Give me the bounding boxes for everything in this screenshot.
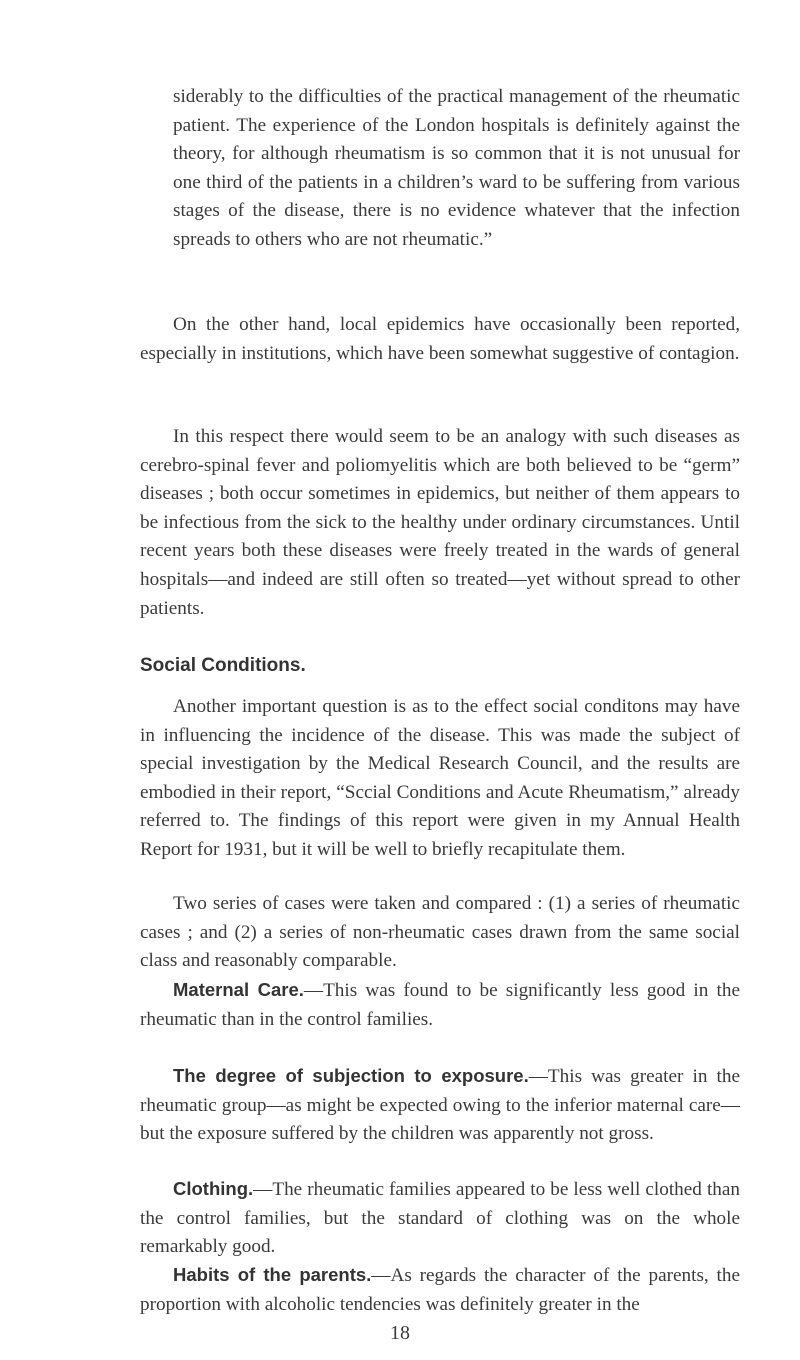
finding-habits	[140, 1261, 740, 1319]
finding-heading-habits: Habits of the parents.	[173, 1264, 372, 1285]
finding-heading-clothing: Clothing.	[173, 1178, 254, 1199]
paragraph-two-series: Two series of cases were taken and compared : (1) a series of rheumatic cases ; and (2) a series of non-rheumatic cases drawn from the same social class and reasonably comparable.	[140, 893, 740, 972]
finding-text-exposure: —This was greater in the rheumatic group—as might be expected owing to the inferior maternal care—but the exposure suffered by the children was apparently not gross.	[140, 1066, 740, 1145]
paragraph-quote-continuation: siderably to the difficulties of the practical management of the rheumatic patient. The experience of the London hospitals is definitely against the theory, for although rheumatism is so common that it is not unusual for one third of the patients in a children’s ward to be suffering from various stages of the disease, there is no evidence whatever that the infection spreads to others who are not rheumatic.”	[173, 86, 740, 250]
paragraph-local-epidemics: On the other hand, local epidemics have occasionally been reported, especially in institutions, which have been somewhat suggestive of contagion.	[140, 314, 740, 364]
finding-clothing	[140, 1175, 740, 1262]
paragraph-social-conditions: Another important question is as to the effect social conditons may have in influencing the incidence of the disease. This was made the subject of special investigation by the Medical Research Council, and the results are embodied in their report, “Sccial Conditions and Acute Rheumatism,” already referred to. The findings of this report were given in my Annual Health Report for 1931, but it will be well to briefly recapitulate them.	[140, 696, 740, 860]
finding-text-clothing: —The rheumatic families appeared to be less well clothed than the control families, but the standard of clothing was on the whole remarkably good.	[140, 1179, 740, 1258]
finding-text-maternal-care: —This was found to be significantly less good in the rheumatic than in the control families.	[140, 980, 740, 1030]
paragraph-analogy: In this respect there would seem to be an analogy with such diseases as cerebro-spinal fever and poliomyelitis which are both believed to be “germ” diseases ; both occur sometimes in epidemics, but neither of them appears to be infectious from the sick to the healthy under ordinary circumstances. Until recent years both these diseases were freely treated in the wards of general hospitals—and indeed are still often so treated—yet without spread to other patients.	[140, 426, 740, 619]
finding-maternal-care	[140, 976, 740, 1034]
finding-heading-maternal-care: Maternal Care.	[173, 979, 304, 1000]
finding-exposure	[140, 1062, 740, 1149]
finding-text-habits: —As regards the character of the parents, the proportion with alcoholic tendencies was definitely greater in the	[140, 1265, 740, 1315]
finding-heading-exposure: The degree of subjection to exposure.	[173, 1065, 529, 1086]
page-number: 18	[390, 1322, 410, 1344]
section-heading-social-conditions: Social Conditions.	[140, 655, 306, 676]
